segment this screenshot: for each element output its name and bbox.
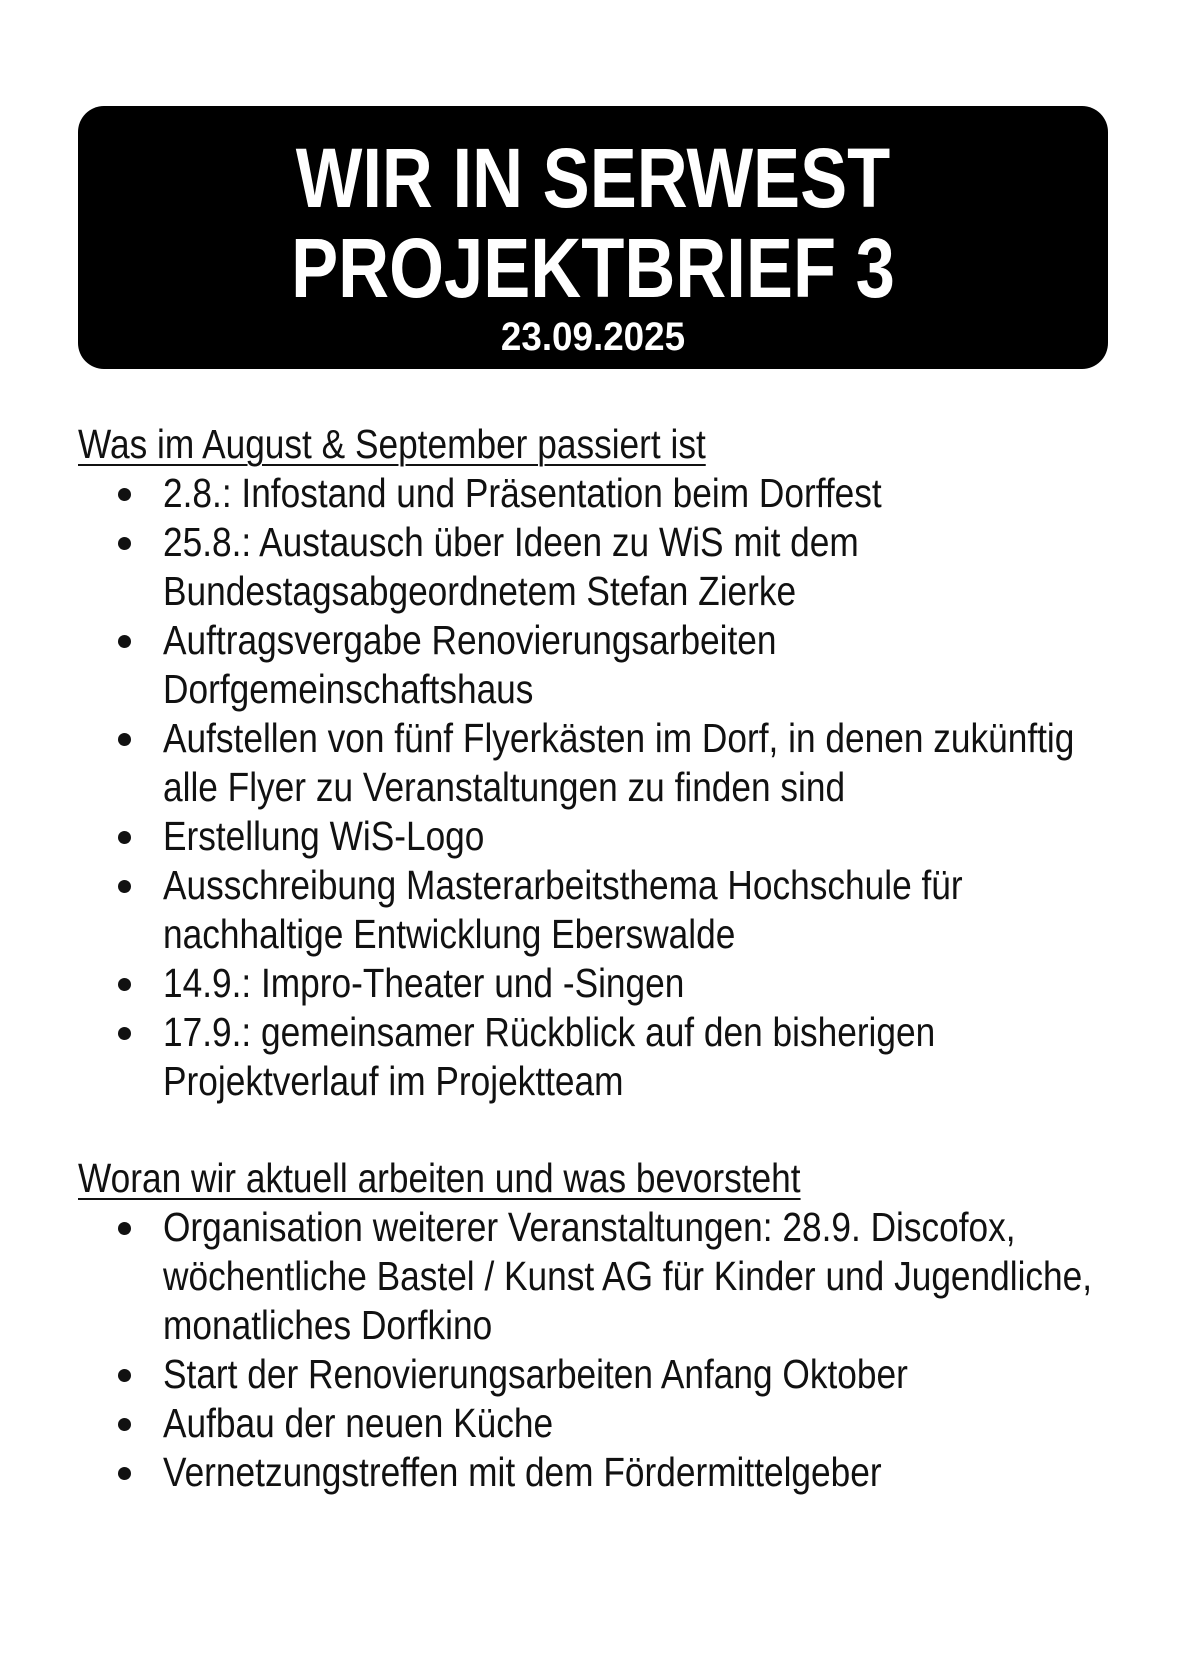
list-item-text: Vernetzungstreffen mit dem Fördermittelgeber [163,1449,882,1495]
document-body [78,420,1118,1497]
list-item [78,714,1118,812]
bullet-icon [118,733,131,746]
title-line-1: WIR IN SERWEST [295,131,891,225]
list-item-text: Aufbau der neuen Küche [163,1400,554,1446]
bullet-list [78,469,1118,1106]
section-heading: Was im August & September passiert ist [78,421,706,467]
bullet-icon [118,635,131,648]
list-item [78,1448,1118,1497]
list-item [78,1008,1118,1106]
title-line-2: PROJEKTBRIEF 3 [291,221,895,315]
list-item-text: Erstellung WiS-Logo [163,813,485,859]
list-item-text: Ausschreibung Masterarbeitsthema Hochschule für nachhaltige Entwicklung Eberswalde [163,862,963,957]
list-item [78,861,1118,959]
list-item [78,469,1118,518]
bullet-icon [118,880,131,893]
list-item [78,518,1118,616]
section-past-events [78,420,1118,1106]
bullet-icon [118,1027,131,1040]
section-heading: Woran wir aktuell arbeiten und was bevorsteht [78,1155,801,1201]
list-item [78,812,1118,861]
bullet-icon [118,1467,131,1480]
list-item-text: Start der Renovierungsarbeiten Anfang Oktober [163,1351,908,1397]
bullet-icon [118,488,131,501]
list-item-text: 25.8.: Austausch über Ideen zu WiS mit dem Bundestagsabgeordnetem Stefan Zierke [163,519,859,614]
header-banner [78,106,1108,369]
list-item-text: 14.9.: Impro-Theater und -Singen [163,960,685,1006]
bullet-icon [118,831,131,844]
list-item-text: Auftragsvergabe Renovierungsarbeiten Dorfgemeinschaftshaus [163,617,777,712]
issue-date: 23.09.2025 [500,315,686,359]
list-item [78,616,1118,714]
bullet-list [78,1203,1118,1497]
list-item-text: 2.8.: Infostand und Präsentation beim Dorffest [163,470,882,516]
bullet-icon [118,537,131,550]
bullet-icon [118,1222,131,1235]
bullet-icon [118,1369,131,1382]
bullet-icon [118,1418,131,1431]
list-item-text: 17.9.: gemeinsamer Rückblick auf den bisherigen Projektverlauf im Projektteam [163,1009,936,1104]
bullet-icon [118,978,131,991]
list-item [78,1350,1118,1399]
section-upcoming [78,1154,1118,1497]
list-item-text: Aufstellen von fünf Flyerkästen im Dorf, in denen zukünftig alle Flyer zu Veranstaltungen zu finden sind [163,715,1075,810]
list-item-text: Organisation weiterer Veranstaltungen: 28.9. Discofox, wöchentliche Bastel / Kunst AG für Kinder und Jugendliche, monatliches Dorfkino [163,1204,1093,1348]
list-item [78,1399,1118,1448]
list-item [78,1203,1118,1350]
list-item [78,959,1118,1008]
